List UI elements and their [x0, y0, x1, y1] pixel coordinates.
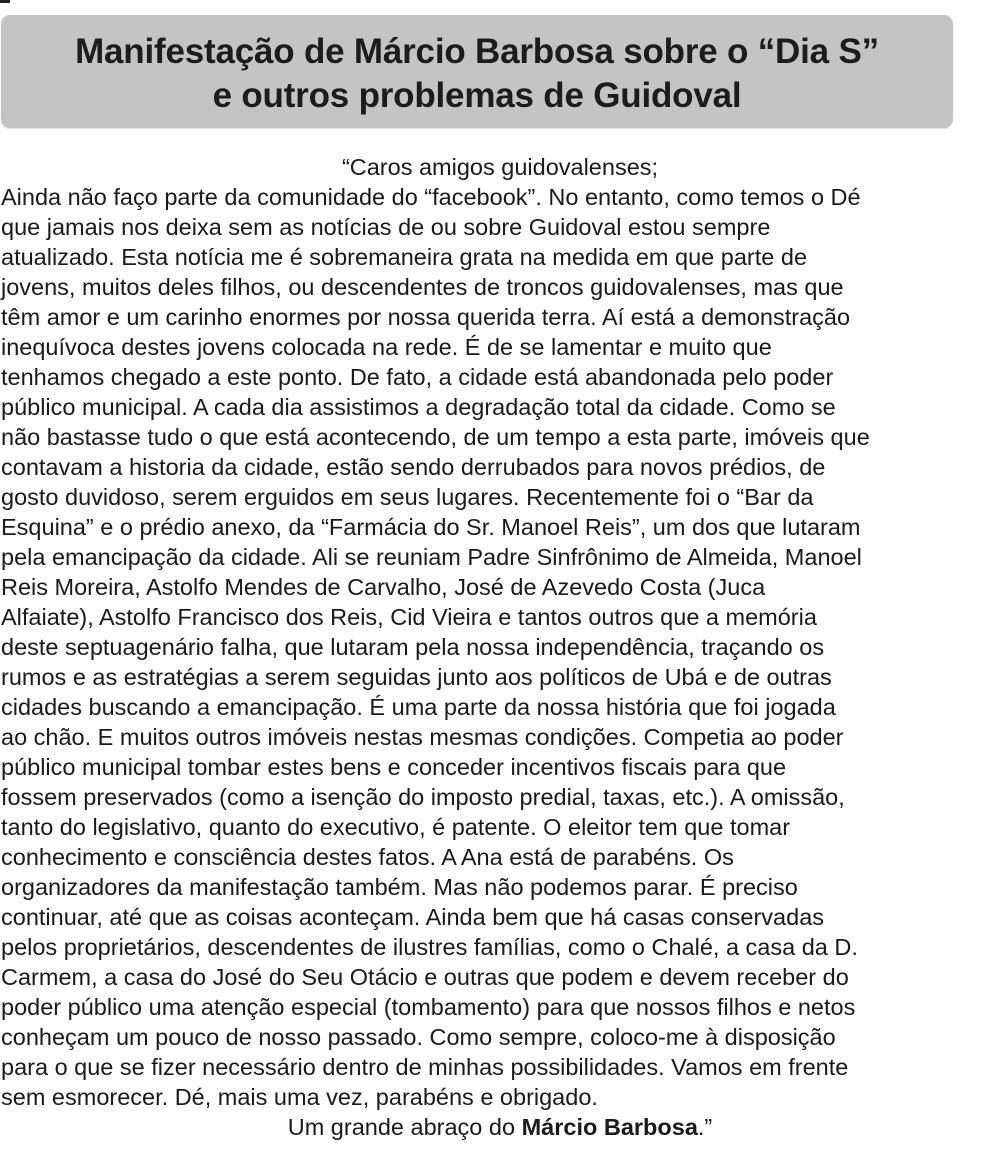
article-line: jovens, muitos deles filhos, ou descendentes de troncos guidovalenses, mas que: [1, 274, 844, 300]
article-line: contavam a historia da cidade, estão sendo derrubados para novos prédios, de: [1, 454, 826, 480]
article-line: Carmem, a casa do José do Seu Otácio e outras que podem e devem receber do: [1, 964, 849, 990]
article-line: tenhamos chegado a este ponto. De fato, a cidade está abandonada pelo poder: [1, 364, 834, 390]
article-line: tanto do legislativo, quanto do executivo, é patente. O eleitor tem que tomar: [1, 814, 791, 840]
author-name: Márcio Barbosa: [521, 1114, 698, 1140]
article-line: pelos proprietários, descendentes de ilustres famílias, como o Chalé, a casa da D.: [1, 934, 858, 960]
headline-line-2: e outros problemas de Guidoval: [212, 76, 742, 115]
article-line: ao chão. E muitos outros imóveis nestas mesmas condições. Competia ao poder: [1, 724, 844, 750]
article-line: fossem preservados (como a isenção do imposto predial, taxas, etc.). A omissão,: [1, 784, 845, 810]
article-line: organizadores da manifestação também. Mas não podemos parar. É preciso: [1, 874, 798, 900]
article-line: conhecimento e consciência destes fatos. A Ana está de parabéns. Os: [1, 844, 734, 870]
article-line: Ainda não faço parte da comunidade do “facebook”. No entanto, como temos o Dé: [1, 184, 861, 210]
article-line: cidades buscando a emancipação. É uma parte da nossa história que foi jogada: [1, 694, 836, 720]
article-line: atualizado. Esta notícia me é sobremaneira grata na medida em que parte de: [1, 244, 808, 270]
article-line: gosto duvidoso, serem erguidos em seus lugares. Recentemente foi o “Bar da: [1, 484, 814, 510]
signoff-suffix: .”: [697, 1114, 713, 1140]
article-line: pela emancipação da cidade. Ali se reuniam Padre Sinfrônimo de Almeida, Manoel: [1, 544, 862, 570]
article-lines: [0, 182, 1000, 1112]
article-body: [0, 152, 1000, 1142]
article-line: têm amor e um carinho enormes por nossa querida terra. Aí está a demonstração: [1, 304, 851, 330]
article-line: deste septuagenário falha, que lutaram pela nossa independência, traçando os: [1, 634, 825, 660]
article-line: Alfaiate), Astolfo Francisco dos Reis, Cid Vieira e tantos outros que a memória: [1, 604, 817, 630]
headline-banner: [1, 15, 953, 128]
article-line: sem esmorecer. Dé, mais uma vez, parabéns e obrigado.: [1, 1084, 598, 1110]
headline: [1, 15, 953, 118]
signoff: [0, 1112, 1000, 1142]
article-line: público municipal tombar estes bens e conceder incentivos fiscais para que: [1, 754, 787, 780]
article-line: poder público uma atenção especial (tombamento) para que nossos filhos e netos: [1, 994, 856, 1020]
article-line: Esquina” e o prédio anexo, da “Farmácia do Sr. Manoel Reis”, um dos que lutaram: [1, 514, 861, 540]
article-line: Reis Moreira, Astolfo Mendes de Carvalho, José de Azevedo Costa (Juca: [1, 574, 766, 600]
signoff-prefix: Um grande abraço do: [287, 1114, 522, 1140]
article-line: inequívoca destes jovens colocada na rede. É de se lamentar e muito que: [1, 334, 772, 360]
article-line: rumos e as estratégias a serem seguidas junto aos políticos de Ubá e de outras: [1, 664, 832, 690]
article-line: público municipal. A cada dia assistimos a degradação total da cidade. Como se: [1, 394, 836, 420]
article-line: que jamais nos deixa sem as notícias de ou sobre Guidoval estou sempre: [1, 214, 771, 240]
article-line: para o que se fizer necessário dentro de minhas possibilidades. Vamos em frente: [1, 1054, 849, 1080]
article-line: continuar, até que as coisas aconteçam. Ainda bem que há casas conservadas: [1, 904, 825, 930]
salutation: “Caros amigos guidovalenses;: [341, 154, 659, 180]
article-line: não bastasse tudo o que está acontecendo, de um tempo a esta parte, imóveis que: [1, 424, 870, 450]
article-line: conheçam um pouco de nosso passado. Como sempre, coloco-me à disposição: [1, 1024, 836, 1050]
corner-crop-mark: [0, 0, 10, 3]
headline-line-1: Manifestação de Márcio Barbosa sobre o “Dia S”: [75, 32, 879, 71]
